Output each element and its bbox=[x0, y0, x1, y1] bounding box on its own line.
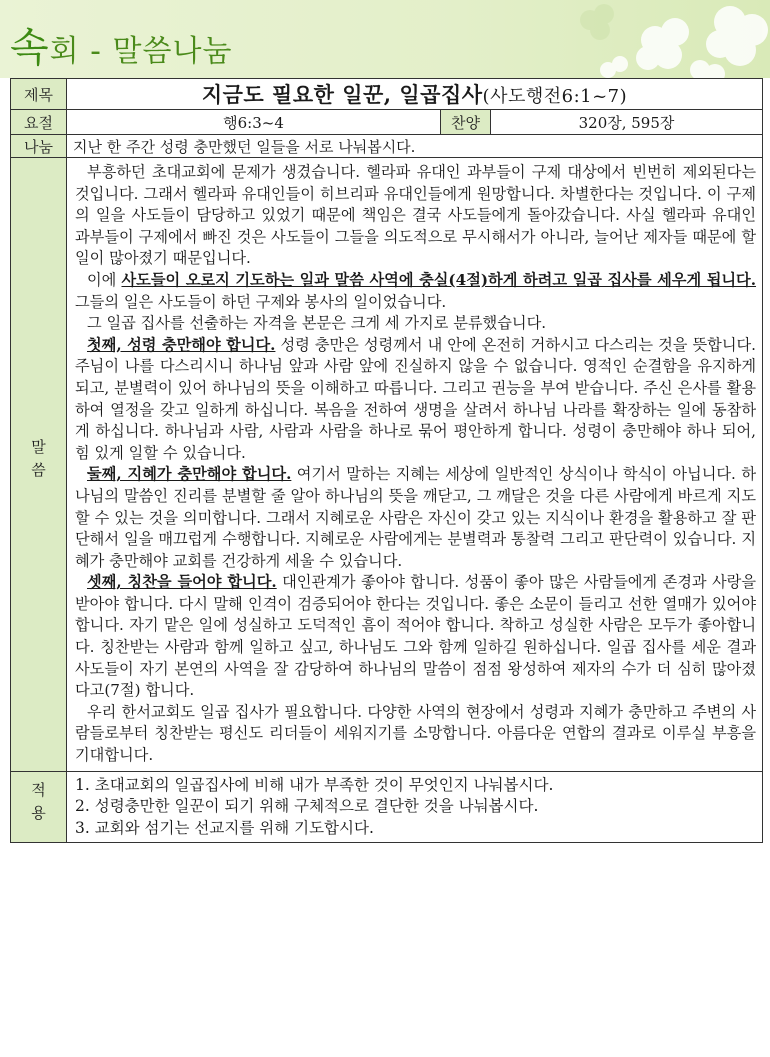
paragraph-text: 대인관계가 좋아야 합니다. 성품이 좋아 많은 사람들에게 존경과 사랑을 받아야 합니다. 다시 말해 인격이 검증되어야 한다는 것입니다. 좋은 소문이 들리고 선한 열매가 있어야 합니다. 자기 맡은 일에 성실하고 도덕적인 흠이 적어야 합니다. 착하고 성실한 사람은 모두가 좋아합니다. 칭찬받는 사람과 함께 일하고 싶고, 하나님도 그와 함께 일하길 원하십니다. 일곱 집사를 세운 결과 사도들이 자기 본연의 사역을 잘 감당하여 하나님의 말씀이 점점 왕성하여 제자의 수가 더 심히 많아졌다고(7절) 합니다. bbox=[75, 573, 757, 700]
paragraph: 부흥하던 초대교회에 문제가 생겼습니다. 헬라파 유대인 과부들이 구제 대상에서 빈번히 제외된다는 것입니다. 그래서 헬라파 유대인들이 히브리파 유대인들에게 원망합니다. 차별한다는 것입니다. 이 구제의 일을 사도들이 담당하고 있었기 때문에 책임은 결국 사도들에게 돌아갔습니다. 사실 헬라파 유대인 과부들이 구제에서 빠진 것은 사도들이 그들을 의도적으로 무시해서가 아니라, 늘어난 제자들 때문에 할 일이 많아졌기 때문입니다. bbox=[75, 163, 757, 268]
point-heading: 셋째, 칭찬을 들어야 합니다. bbox=[87, 573, 277, 592]
paragraph: 우리 한서교회도 일곱 집사가 필요합니다. 다양한 사역의 현장에서 성령과 지혜가 충만하고 주변의 사람들로부터 칭찬받는 평신도 리더들이 세워지기를 소망합니다. 아름다운 연합의 결과로 이루실 부흥을 기대합니다. bbox=[75, 702, 757, 765]
hymn-label: 찬양 bbox=[441, 110, 491, 135]
title-label: 제목 bbox=[11, 79, 67, 110]
apply-item: 2. 성령충만한 일꾼이 되기 위해 구체적으로 결단한 것을 나눠봅시다. bbox=[75, 797, 539, 816]
title-initial: 속 bbox=[10, 25, 50, 71]
page-title bbox=[10, 16, 232, 73]
apply-item: 1. 초대교회의 일곱집사에 비해 내가 부족한 것이 무엇인지 나눠봅시다. bbox=[75, 775, 554, 794]
worksheet-table bbox=[10, 78, 763, 843]
clover-decoration-icon bbox=[560, 0, 770, 78]
paragraph bbox=[75, 335, 756, 465]
scripture-reference: (사도행전6:1~7) bbox=[482, 86, 628, 107]
word-row bbox=[11, 158, 763, 772]
apply-label bbox=[11, 771, 67, 843]
paragraph bbox=[75, 464, 756, 572]
highlight-text: 사도들이 오로지 기도하는 일과 말씀 사역에 충실(4절)하게 하려고 일곱 집사를 세우게 됩니다. bbox=[121, 270, 757, 289]
title-row bbox=[11, 79, 763, 110]
paragraph: 그 일곱 집사를 선출하는 자격을 본문은 크게 세 가지로 분류했습니다. bbox=[87, 314, 547, 333]
paragraph bbox=[75, 270, 756, 313]
share-label: 나눔 bbox=[11, 135, 67, 158]
summary-row bbox=[11, 110, 763, 135]
apply-list bbox=[67, 771, 763, 843]
apply-row bbox=[11, 771, 763, 843]
paragraph-text: 성령 충만은 성령께서 내 안에 온전히 거하시고 다스리는 것을 뜻합니다. 주님이 나를 다스리시니 하나님 앞과 사람 앞에 진실하지 않을 수 없습니다. 영적인 순결함을 유지하게 되고, 분별력이 있어 하나님의 뜻을 이해하고 따릅니다. 그리고 권능을 부여 받습니다. 주신 은사를 활용하여 열정을 갖고 일하게 하십니다. 복음을 전하여 생명을 살려서 하나님 나라를 확장하는 일에 동참하게 하십니다. 하나님과 사람, 사람과 사람을 하나로 묶어 평안하게 합니다. 성령이 충만해야 하나 되어, 힘 있게 일할 수 있습니다. bbox=[75, 335, 757, 462]
word-label bbox=[11, 158, 67, 772]
paragraph-text: 이에 bbox=[87, 270, 122, 289]
title-rest: 회 - 말씀나눔 bbox=[49, 34, 233, 69]
apply-label-text: 적용 bbox=[29, 781, 47, 828]
summary-verse: 행6:3~4 bbox=[67, 110, 441, 135]
apply-item: 3. 교회와 섬기는 선교지를 위해 기도합시다. bbox=[75, 818, 374, 837]
paragraph bbox=[75, 572, 756, 702]
paragraph-text: 그들의 일은 사도들이 하던 구제와 봉사의 일이었습니다. bbox=[75, 292, 447, 311]
sermon-title bbox=[67, 79, 763, 110]
hymn-numbers: 320장, 595장 bbox=[491, 110, 763, 135]
paragraph-text: 여기서 말하는 지혜는 세상에 일반적인 상식이나 학식이 아닙니다. 하나님의 말씀인 진리를 분별할 줄 알아 하나님의 뜻을 깨닫고, 그 깨달은 것을 다른 사람에게 바르게 지도할 수 있는 것을 의미합니다. 그래서 지혜로운 사람은 자신이 갖고 있는 지식이나 환경을 활용하고 잘 판단해서 일을 매끄럽게 수행합니다. 지혜로운 사람에게는 분별력과 통찰력 그리고 판단력이 있습니다. 지혜가 충만해야 교회를 건강하게 세울 수 있습니다. bbox=[75, 465, 757, 570]
share-row bbox=[11, 135, 763, 158]
word-label-text: 말씀 bbox=[29, 439, 47, 486]
summary-label: 요절 bbox=[11, 110, 67, 135]
sermon-body bbox=[67, 158, 763, 772]
share-prompt: 지난 한 주간 성령 충만했던 일들을 서로 나눠봅시다. bbox=[67, 135, 763, 158]
point-heading: 첫째, 성령 충만해야 합니다. bbox=[87, 335, 276, 354]
sermon-title-text: 지금도 필요한 일꾼, 일곱집사 bbox=[201, 82, 483, 107]
point-heading: 둘째, 지혜가 충만해야 합니다. bbox=[87, 465, 292, 484]
page-header bbox=[0, 0, 770, 78]
